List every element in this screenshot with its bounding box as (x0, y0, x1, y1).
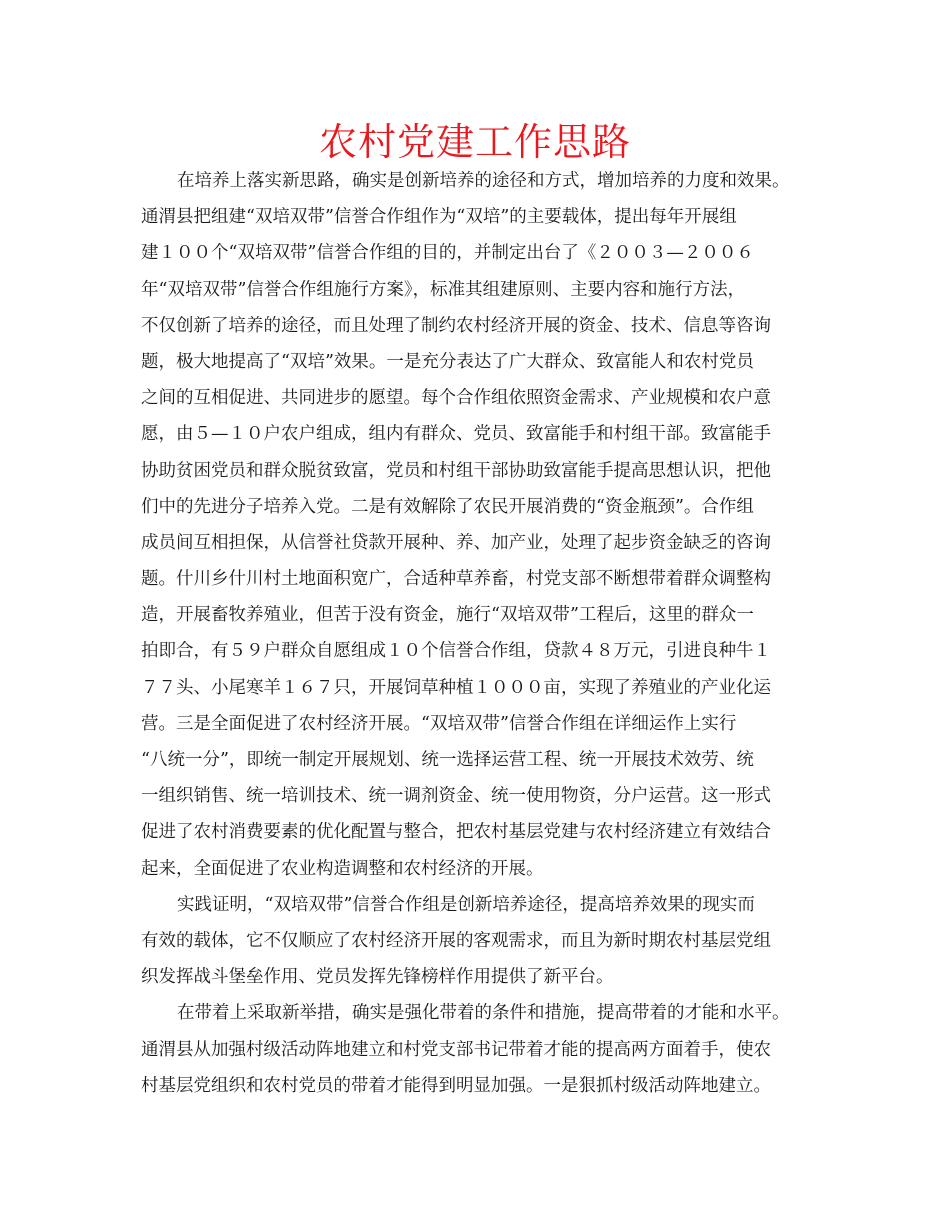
paragraph-line: 起来，全面促进了农业构造调整和农村经济的开展。 (141, 858, 544, 879)
paragraph-line: 愿，由５—１０户农户组成，组内有群众、党员、致富能手和村组干部。致富能手 (141, 424, 771, 445)
paragraph-line: 拍即合，有５９户群众自愿组成１０个信誉合作组，贷款４８万元，引进良种牛１ (141, 641, 771, 662)
paragraph-line: 题，极大地提高了“双培”效果。一是充分表达了广大群众、致富能人和农村党员 (141, 351, 754, 372)
paragraph-line: 在培养上落实新思路，确实是创新培养的途径和方式，增加培养的力度和效果。 (177, 171, 790, 191)
paragraph-line: 协助贫困党员和群众脱贫致富，党员和村组干部协助致富能手提高思想认识，把他 (141, 460, 771, 481)
paragraph-line: 造，开展畜牧养殖业，但苦于没有资金，施行“双培双带”工程后，这里的群众一 (141, 605, 754, 626)
paragraph-1 (141, 163, 821, 887)
document-body (141, 163, 821, 1104)
paragraph-line: 织发挥战斗堡垒作用、党员发挥先锋榜样作用提供了新平台。 (141, 967, 614, 988)
paragraph-line: 通渭县把组建“双培双带”信誉合作组作为“双培”的主要载体，提出每年开展组 (141, 207, 737, 228)
paragraph-3 (141, 995, 821, 1104)
paragraph-line: 实践证明，“双培双带”信誉合作组是创新培养途径，提高培养效果的现实而 (177, 894, 755, 915)
paragraph-line: 年“双培双带”信誉合作组施行方案》，标准其组建原则、主要内容和施行方法， (141, 279, 746, 300)
paragraph-line: ７７头、小尾寒羊１６７只，开展饲草种植１０００亩，实现了养殖业的产业化运 (141, 677, 771, 698)
paragraph-line: 题。什川乡什川村土地面积宽广，合适种草养畜，村党支部不断想带着群众调整构 (141, 569, 771, 590)
paragraph-line: 之间的互相促进、共同进步的愿望。每个合作组依照资金需求、产业规模和农户意 (141, 388, 771, 409)
paragraph-2 (141, 887, 821, 996)
paragraph-line: 营。三是全面促进了农村经济开展。“双培双带”信誉合作组在详细运作上实行 (141, 713, 737, 734)
paragraph-line: 建１００个“双培双带”信誉合作组的目的，并制定出台了《２００３—２００６ (141, 243, 754, 264)
paragraph-line: 们中的先进分子培养入党。二是有效解除了农民开展消费的“资金瓶颈”。合作组 (141, 496, 754, 517)
paragraph-line: 一组织销售、统一培训技术、统一调剂资金、统一使用物资，分户运营。这一形式 (141, 786, 771, 807)
paragraph-line: 有效的载体，它不仅顺应了农村经济开展的客观需求，而且为新时期农村基层党组 (141, 930, 771, 951)
paragraph-line: 促进了农村消费要素的优化配置与整合，把农村基层党建与农村经济建立有效结合 (141, 822, 771, 843)
paragraph-line: 不仅创新了培养的途径，而且处理了制约农村经济开展的资金、技术、信息等咨询 (141, 315, 771, 336)
paragraph-line: 村基层党组织和农村党员的带着才能得到明显加强。一是狠抓村级活动阵地建立。 (141, 1075, 771, 1096)
document-title: 农村党建工作思路 (318, 120, 631, 164)
paragraph-line: 在带着上采取新举措，确实是强化带着的条件和措施，提高带着的才能和水平。 (177, 1003, 790, 1024)
paragraph-line: “八统一分”，即统一制定开展规划、统一选择运营工程、统一开展技术效劳、统 (141, 750, 754, 770)
paragraph-line: 通渭县从加强村级活动阵地建立和村党支部书记带着才能的提高两方面着手，使农 (141, 1039, 771, 1060)
paragraph-line: 成员间互相担保，从信誉社贷款开展种、养、加产业，处理了起步资金缺乏的咨询 (141, 532, 771, 553)
